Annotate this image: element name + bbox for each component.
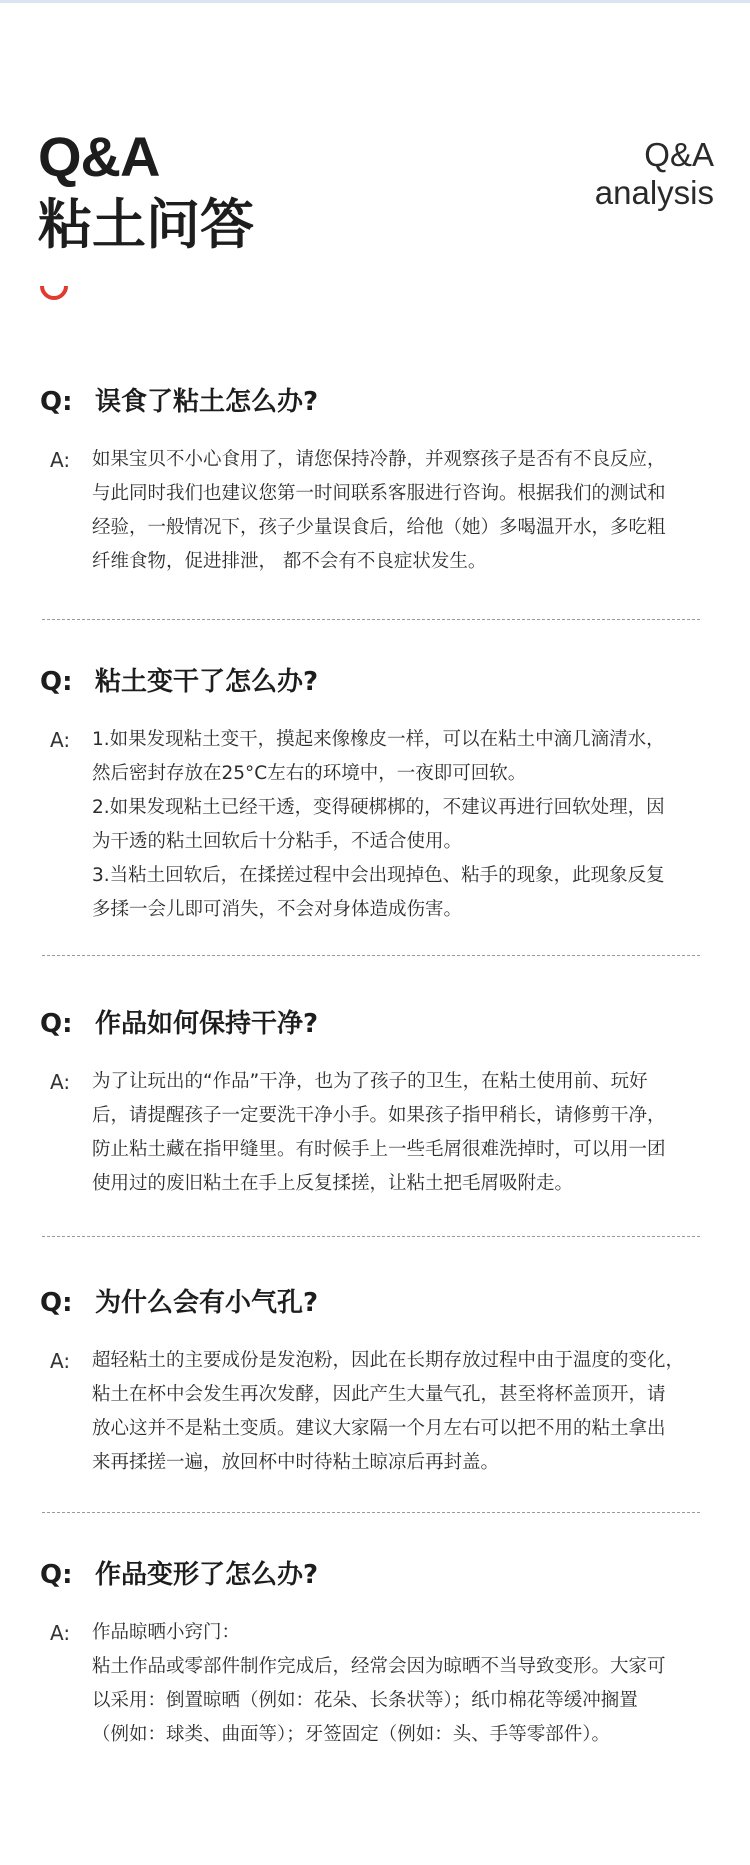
question-prefix: Q: — [40, 1560, 73, 1590]
question-text: 作品变形了怎么办? — [95, 1560, 319, 1590]
header-right-label — [595, 136, 714, 212]
question-prefix: Q: — [40, 1009, 73, 1039]
page-title: Q&A — [38, 125, 160, 188]
answer-line: 2.如果发现粘土已经干透，变得硬梆梆的，不建议再进行回软处理，因 — [92, 797, 665, 818]
question-prefix: Q: — [40, 1288, 73, 1318]
answer-body — [92, 1616, 712, 1752]
answer-line: 1.如果发现粘土变干，摸起来像橡皮一样，可以在粘土中滴几滴清水， — [92, 729, 665, 750]
question-row — [40, 1558, 712, 1592]
qa-item — [40, 385, 712, 579]
qa-item — [40, 665, 712, 927]
answer-line: 防止粘土藏在指甲缝里。有时候手上一些毛屑很难洗掉时，可以用一团 — [92, 1139, 666, 1160]
answer-line: 使用过的废旧粘土在手上反复揉搓，让粘土把毛屑吸附走。 — [92, 1173, 574, 1194]
page-subtitle: 粘土问答 — [38, 193, 254, 256]
answer-line: 然后密封存放在25°C左右的环境中，一夜即可回软。 — [92, 763, 527, 784]
page-header — [0, 0, 750, 330]
answer-line: 为了让玩出的“作品”干净，也为了孩子的卫生，在粘土使用前、玩好 — [92, 1071, 648, 1092]
answer-body — [92, 723, 712, 927]
answer-body — [92, 1065, 712, 1201]
answer-prefix: A: — [50, 1070, 71, 1094]
dashed-divider — [42, 1512, 700, 1513]
dashed-divider — [42, 619, 700, 620]
answer-line: 后，请提醒孩子一定要洗干净小手。如果孩子指甲稍长，请修剪干净， — [92, 1105, 666, 1126]
answer-line: 来再揉搓一遍，放回杯中时待粘土晾凉后再封盖。 — [92, 1452, 500, 1473]
red-arc-decoration-icon — [40, 286, 68, 304]
question-text: 粘土变干了怎么办? — [95, 667, 319, 697]
question-text: 为什么会有小气孔? — [95, 1288, 319, 1318]
qa-item — [40, 1558, 712, 1752]
question-row — [40, 1286, 712, 1320]
answer-line: 作品晾晒小窍门： — [92, 1622, 241, 1643]
answer-line: 粘土作品或零部件制作完成后，经常会因为晾晒不当导致变形。大家可 — [92, 1656, 666, 1677]
answer-line: 以采用：倒置晾晒（例如：花朵、长条状等）；纸巾棉花等缓冲搁置 — [92, 1690, 638, 1711]
answer-line: 经验，一般情况下，孩子少量误食后，给他（她）多喝温开水，多吃粗 — [92, 517, 666, 538]
header-right-line-1: Q&A — [644, 136, 714, 173]
qa-item — [40, 1286, 712, 1480]
answer-line: 放心这并不是粘土变质。建议大家隔一个月左右可以把不用的粘土拿出 — [92, 1418, 666, 1439]
dashed-divider — [42, 955, 700, 956]
answer-row — [40, 1065, 712, 1201]
answer-body — [92, 443, 712, 579]
question-row — [40, 665, 712, 699]
answer-row — [40, 723, 712, 927]
qa-item — [40, 1007, 712, 1201]
question-row — [40, 385, 712, 419]
question-row — [40, 1007, 712, 1041]
question-prefix: Q: — [40, 387, 73, 417]
answer-row — [40, 1616, 712, 1752]
answer-line: 多揉一会儿即可消失，不会对身体造成伤害。 — [92, 899, 463, 920]
answer-body — [92, 1344, 712, 1480]
answer-line: 3.当粘土回软后，在揉搓过程中会出现掉色、粘手的现象，此现象反复 — [92, 865, 665, 886]
answer-row — [40, 1344, 712, 1480]
answer-line: 超轻粘土的主要成份是发泡粉，因此在长期存放过程中由于温度的变化， — [92, 1350, 685, 1371]
answer-prefix: A: — [50, 448, 71, 472]
header-right-line-2: analysis — [594, 174, 714, 211]
answer-line: 如果宝贝不小心食用了，请您保持冷静，并观察孩子是否有不良反应， — [92, 449, 666, 470]
question-prefix: Q: — [40, 667, 73, 697]
answer-line: 纤维食物，促进排泄， 都不会有不良症状发生。 — [92, 551, 487, 572]
answer-line: （例如：球类、曲面等）；牙签固定（例如：头、手等零部件）。 — [92, 1724, 611, 1745]
answer-prefix: A: — [50, 1621, 71, 1645]
answer-line: 粘土在杯中会发生再次发酵，因此产生大量气孔，甚至将杯盖顶开，请 — [92, 1384, 666, 1405]
answer-line: 为干透的粘土回软后十分粘手，不适合使用。 — [92, 831, 463, 852]
question-text: 误食了粘土怎么办? — [95, 387, 319, 417]
question-text: 作品如何保持干净? — [95, 1009, 319, 1039]
dashed-divider — [42, 1236, 700, 1237]
answer-row — [40, 443, 712, 579]
answer-line: 与此同时我们也建议您第一时间联系客服进行咨询。根据我们的测试和 — [92, 483, 666, 504]
answer-prefix: A: — [50, 728, 71, 752]
answer-prefix: A: — [50, 1349, 71, 1373]
